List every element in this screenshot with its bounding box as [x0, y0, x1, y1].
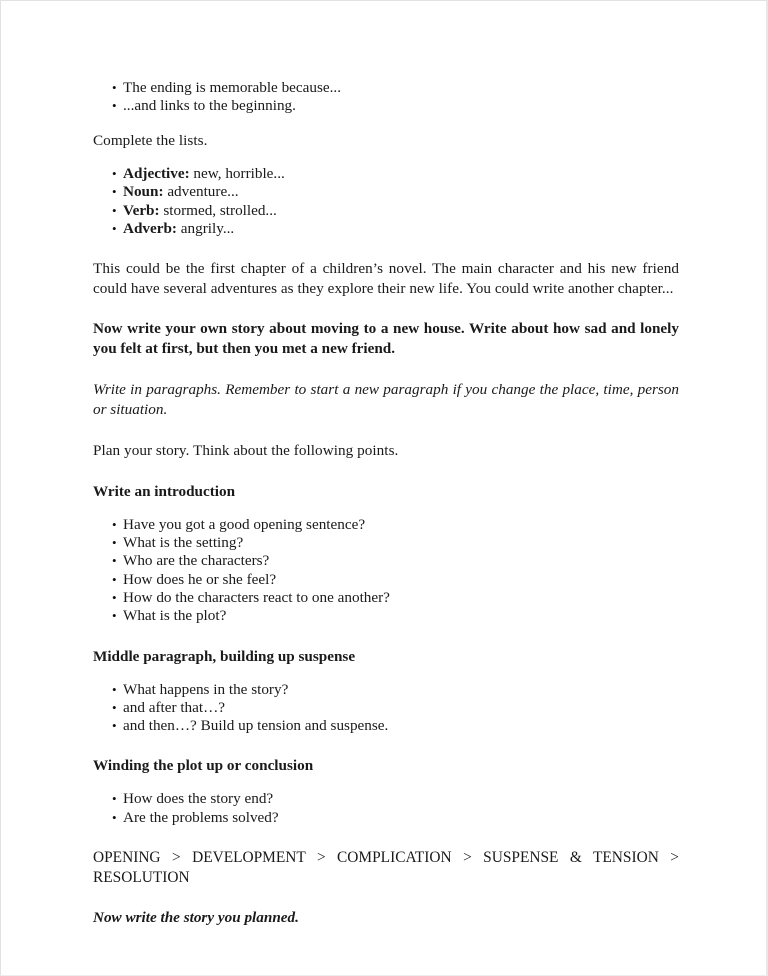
list-item-text: How does he or she feel?: [123, 570, 277, 588]
list-item: [93, 183, 679, 201]
list-item-text: How do the characters react to one another?: [123, 588, 390, 606]
list-item: [93, 165, 679, 183]
list-item: [93, 220, 679, 238]
word-class-list: [93, 165, 679, 238]
list-item-text: and then…? Build up tension and suspense.: [123, 717, 389, 735]
spacer: [93, 298, 679, 319]
final-instruction: Now write the story you planned.: [93, 909, 299, 927]
flow-stage: COMPLICATION: [337, 849, 452, 867]
plan-story-intro: Plan your story. Think about the following points.: [93, 442, 399, 460]
spacer: [93, 359, 679, 380]
childrens-novel-paragraph: This could be the first chapter of a children’s novel. The main character and his new friend could have several adventures as they explore their new life. You could write another chapter...: [93, 260, 679, 297]
spacer: [93, 775, 679, 790]
ending-bullet-list: [93, 79, 679, 116]
list-item-text: How does the story end?: [123, 790, 274, 808]
heading-write-an-introduction: Write an introduction: [93, 482, 236, 500]
story-structure-flow: [93, 848, 679, 887]
list-item: [93, 681, 679, 699]
list-item: [93, 717, 679, 735]
flow-separator: >: [171, 849, 181, 867]
flow-stage: RESOLUTION: [93, 868, 190, 886]
spacer: [93, 735, 679, 756]
spacer: [93, 827, 679, 848]
paragraph-advice-italic: Write in paragraphs. Remember to start a new paragraph if you change the place, time, person or situation.: [93, 381, 679, 419]
list-item-text: What happens in the story?: [123, 680, 289, 698]
document-body: [93, 79, 679, 927]
word-class-label: Adverb:: [123, 219, 177, 237]
task-instruction-bold: Now write your own story about moving to a new house. Write about how sad and lonely you felt at first, but then you met a new friend.: [93, 320, 679, 358]
list-item: [93, 79, 679, 97]
list-item: [93, 607, 679, 625]
middle-bullet-list: [93, 681, 679, 736]
list-item-text: and after that…?: [123, 698, 226, 716]
spacer: [93, 626, 679, 647]
spacer: [93, 461, 679, 482]
flow-separator: >: [316, 849, 326, 867]
list-item: [93, 202, 679, 220]
heading-middle-paragraph: Middle paragraph, building up suspense: [93, 647, 356, 665]
list-item-text: The ending is memorable because...: [123, 79, 342, 96]
list-item-text: What is the plot?: [123, 607, 227, 625]
word-class-examples: new, horrible...: [189, 165, 285, 183]
spacer: [93, 420, 679, 441]
flow-separator: >: [463, 849, 472, 867]
complete-lists-intro: Complete the lists.: [93, 131, 208, 149]
spacer: [93, 501, 679, 516]
spacer: [93, 150, 679, 165]
list-item: [93, 809, 679, 827]
introduction-bullet-list: [93, 516, 679, 626]
word-class-examples: adventure...: [163, 183, 239, 201]
spacer: [93, 238, 679, 259]
heading-winding-the-plot-up: Winding the plot up or conclusion: [93, 757, 314, 775]
flow-stage: SUSPENSE & TENSION: [483, 849, 659, 867]
list-item: [93, 699, 679, 717]
flow-stage: OPENING: [93, 849, 161, 867]
list-item-text: Are the problems solved?: [123, 808, 279, 826]
word-class-label: Verb:: [123, 201, 160, 219]
list-item: [93, 790, 679, 808]
list-item: [93, 534, 679, 552]
word-class-label: Adjective:: [123, 165, 190, 183]
word-class-label: Noun:: [123, 183, 164, 201]
spacer: [93, 887, 679, 908]
list-item: [93, 552, 679, 570]
flow-stage: DEVELOPMENT: [192, 849, 306, 867]
list-item-text: Who are the characters?: [123, 552, 270, 570]
spacer: [93, 666, 679, 681]
list-item-text: Have you got a good opening sentence?: [123, 515, 366, 533]
word-class-examples: angrily...: [177, 219, 235, 237]
word-class-examples: stormed, strolled...: [159, 201, 277, 219]
list-item: [93, 571, 679, 589]
list-item: [93, 97, 679, 115]
conclusion-bullet-list: [93, 790, 679, 827]
list-item-text: ...and links to the beginning.: [123, 97, 296, 115]
list-item-text: What is the setting?: [123, 534, 244, 552]
list-item: [93, 589, 679, 607]
list-item: [93, 516, 679, 534]
spacer: [93, 116, 679, 131]
flow-separator: >: [670, 849, 679, 867]
